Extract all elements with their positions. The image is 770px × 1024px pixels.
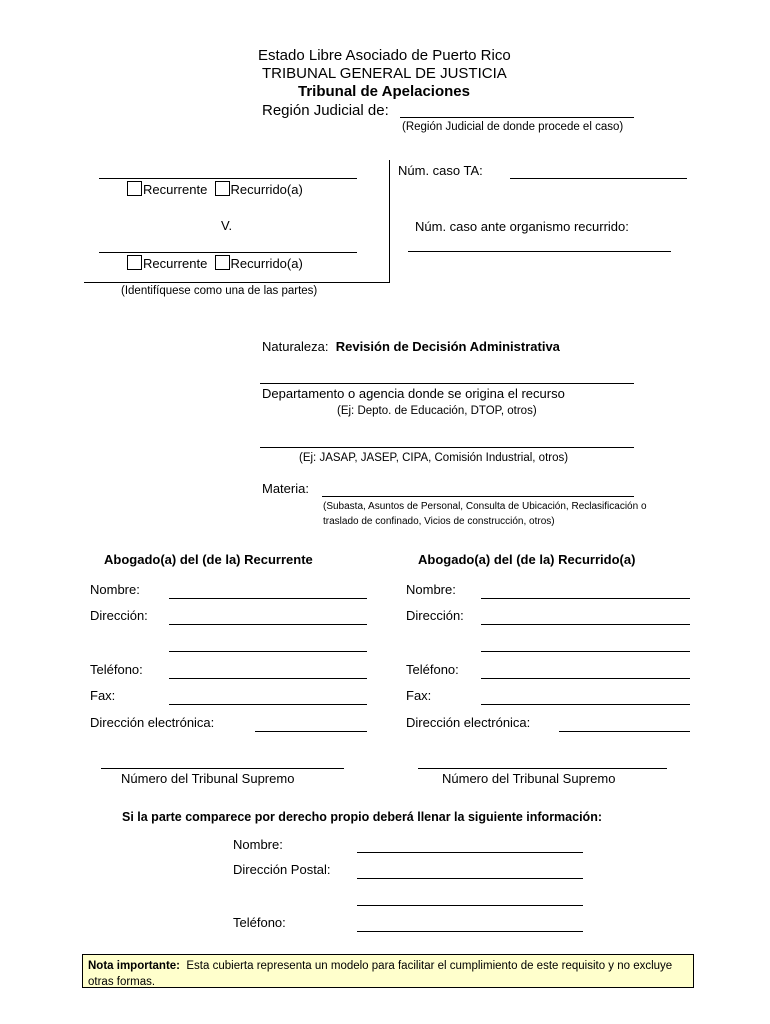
right-direccion-field-2[interactable]: [481, 651, 690, 652]
right-lawyer-title: Abogado(a) del (de la) Recurrido(a): [418, 552, 636, 567]
left-nombre-field[interactable]: [169, 598, 367, 599]
note-text: Esta cubierta representa un modelo para facilitar el cumplimiento de este requisito y no excluye otras formas.: [88, 960, 673, 988]
party1-recurrente-label: Recurrente: [143, 182, 208, 197]
header-line3: Tribunal de Apelaciones: [298, 83, 470, 100]
left-email-label: Dirección electrónica:: [90, 715, 215, 730]
materia-hint-line1: (Subasta, Asuntos de Personal, Consulta de Ubicación, Reclasificación o: [323, 501, 647, 512]
parties-divider-vertical: [389, 160, 390, 283]
num-organismo-label: Núm. caso ante organismo recurrido:: [415, 219, 629, 234]
party2-name-field[interactable]: [99, 252, 357, 253]
left-telefono-field[interactable]: [169, 678, 367, 679]
pro-se-direccion-label: Dirección Postal:: [233, 862, 331, 877]
left-supremo-field[interactable]: [101, 768, 344, 769]
left-supremo-label: Número del Tribunal Supremo: [121, 771, 295, 786]
party1-roles: [127, 181, 303, 197]
dept-hint: (Ej: Depto. de Educación, DTOP, otros): [337, 405, 537, 417]
header-line1: Estado Libre Asociado de Puerto Rico: [258, 47, 511, 64]
left-lawyer-title: Abogado(a) del (de la) Recurrente: [104, 552, 313, 567]
right-direccion-label: Dirección:: [406, 608, 464, 623]
nature-label-text: Naturaleza:: [262, 339, 329, 354]
right-direccion-field[interactable]: [481, 624, 690, 625]
left-direccion-label: Dirección:: [90, 608, 148, 623]
dept-field[interactable]: [260, 383, 634, 384]
materia-hint-line2: traslado de confinado, Vicios de construcción, otros): [323, 516, 555, 527]
region-field[interactable]: [400, 117, 634, 118]
board-field[interactable]: [260, 447, 634, 448]
pro-se-nombre-field[interactable]: [357, 852, 583, 853]
identify-hint: (Identifíquese como una de las partes): [121, 285, 318, 297]
materia-field[interactable]: [322, 496, 634, 497]
left-telefono-label: Teléfono:: [90, 662, 143, 677]
party2-recurrido-label: Recurrido(a): [230, 256, 303, 271]
party1-recurrido-label: Recurrido(a): [230, 182, 303, 197]
left-email-field[interactable]: [255, 731, 367, 732]
pro-se-direccion-field[interactable]: [357, 878, 583, 879]
right-nombre-label: Nombre:: [406, 582, 456, 597]
pro-se-direccion-field-2[interactable]: [357, 905, 583, 906]
left-direccion-field[interactable]: [169, 624, 367, 625]
important-note: [82, 954, 694, 988]
pro-se-telefono-label: Teléfono:: [233, 915, 286, 930]
party1-name-field[interactable]: [99, 178, 357, 179]
right-email-label: Dirección electrónica:: [406, 715, 531, 730]
party2-recurrido-checkbox[interactable]: [215, 255, 230, 270]
right-nombre-field[interactable]: [481, 598, 690, 599]
party2-roles: [127, 255, 303, 271]
right-email-field[interactable]: [559, 731, 690, 732]
materia-label: Materia:: [262, 481, 309, 496]
left-fax-label: Fax:: [90, 688, 116, 703]
right-fax-field[interactable]: [481, 704, 690, 705]
pro-se-telefono-field[interactable]: [357, 931, 583, 932]
left-direccion-field-2[interactable]: [169, 651, 367, 652]
region-hint: (Región Judicial de donde procede el caso): [402, 121, 624, 133]
region-label: Región Judicial de:: [262, 102, 389, 119]
left-fax-field[interactable]: [169, 704, 367, 705]
materia-hint: [323, 499, 647, 529]
right-telefono-label: Teléfono:: [406, 662, 459, 677]
right-telefono-field[interactable]: [481, 678, 690, 679]
dept-label: Departamento o agencia donde se origina el recurso: [262, 386, 565, 401]
right-fax-label: Fax:: [406, 688, 432, 703]
party1-recurrido-checkbox[interactable]: [215, 181, 230, 196]
pro-se-title: Si la parte comparece por derecho propio deberá llenar la siguiente información:: [122, 810, 602, 824]
board-hint: (Ej: JASAP, JASEP, CIPA, Comisión Industrial, otros): [299, 452, 569, 464]
nature-label: [262, 339, 560, 354]
nature-value: Revisión de Decisión Administrativa: [335, 339, 560, 354]
pro-se-nombre-label: Nombre:: [233, 837, 283, 852]
party1-recurrente-checkbox[interactable]: [127, 181, 142, 196]
right-supremo-field[interactable]: [418, 768, 667, 769]
num-ta-field[interactable]: [510, 178, 687, 179]
num-organismo-field[interactable]: [408, 251, 671, 252]
left-nombre-label: Nombre:: [90, 582, 140, 597]
parties-divider-horizontal: [84, 282, 389, 283]
versus-label: V.: [221, 218, 233, 233]
right-supremo-label: Número del Tribunal Supremo: [442, 771, 616, 786]
note-label: Nota importante:: [88, 960, 180, 972]
party2-recurrente-checkbox[interactable]: [127, 255, 142, 270]
party2-recurrente-label: Recurrente: [143, 256, 208, 271]
header-line2: TRIBUNAL GENERAL DE JUSTICIA: [262, 65, 507, 82]
num-ta-label: Núm. caso TA:: [398, 163, 483, 178]
